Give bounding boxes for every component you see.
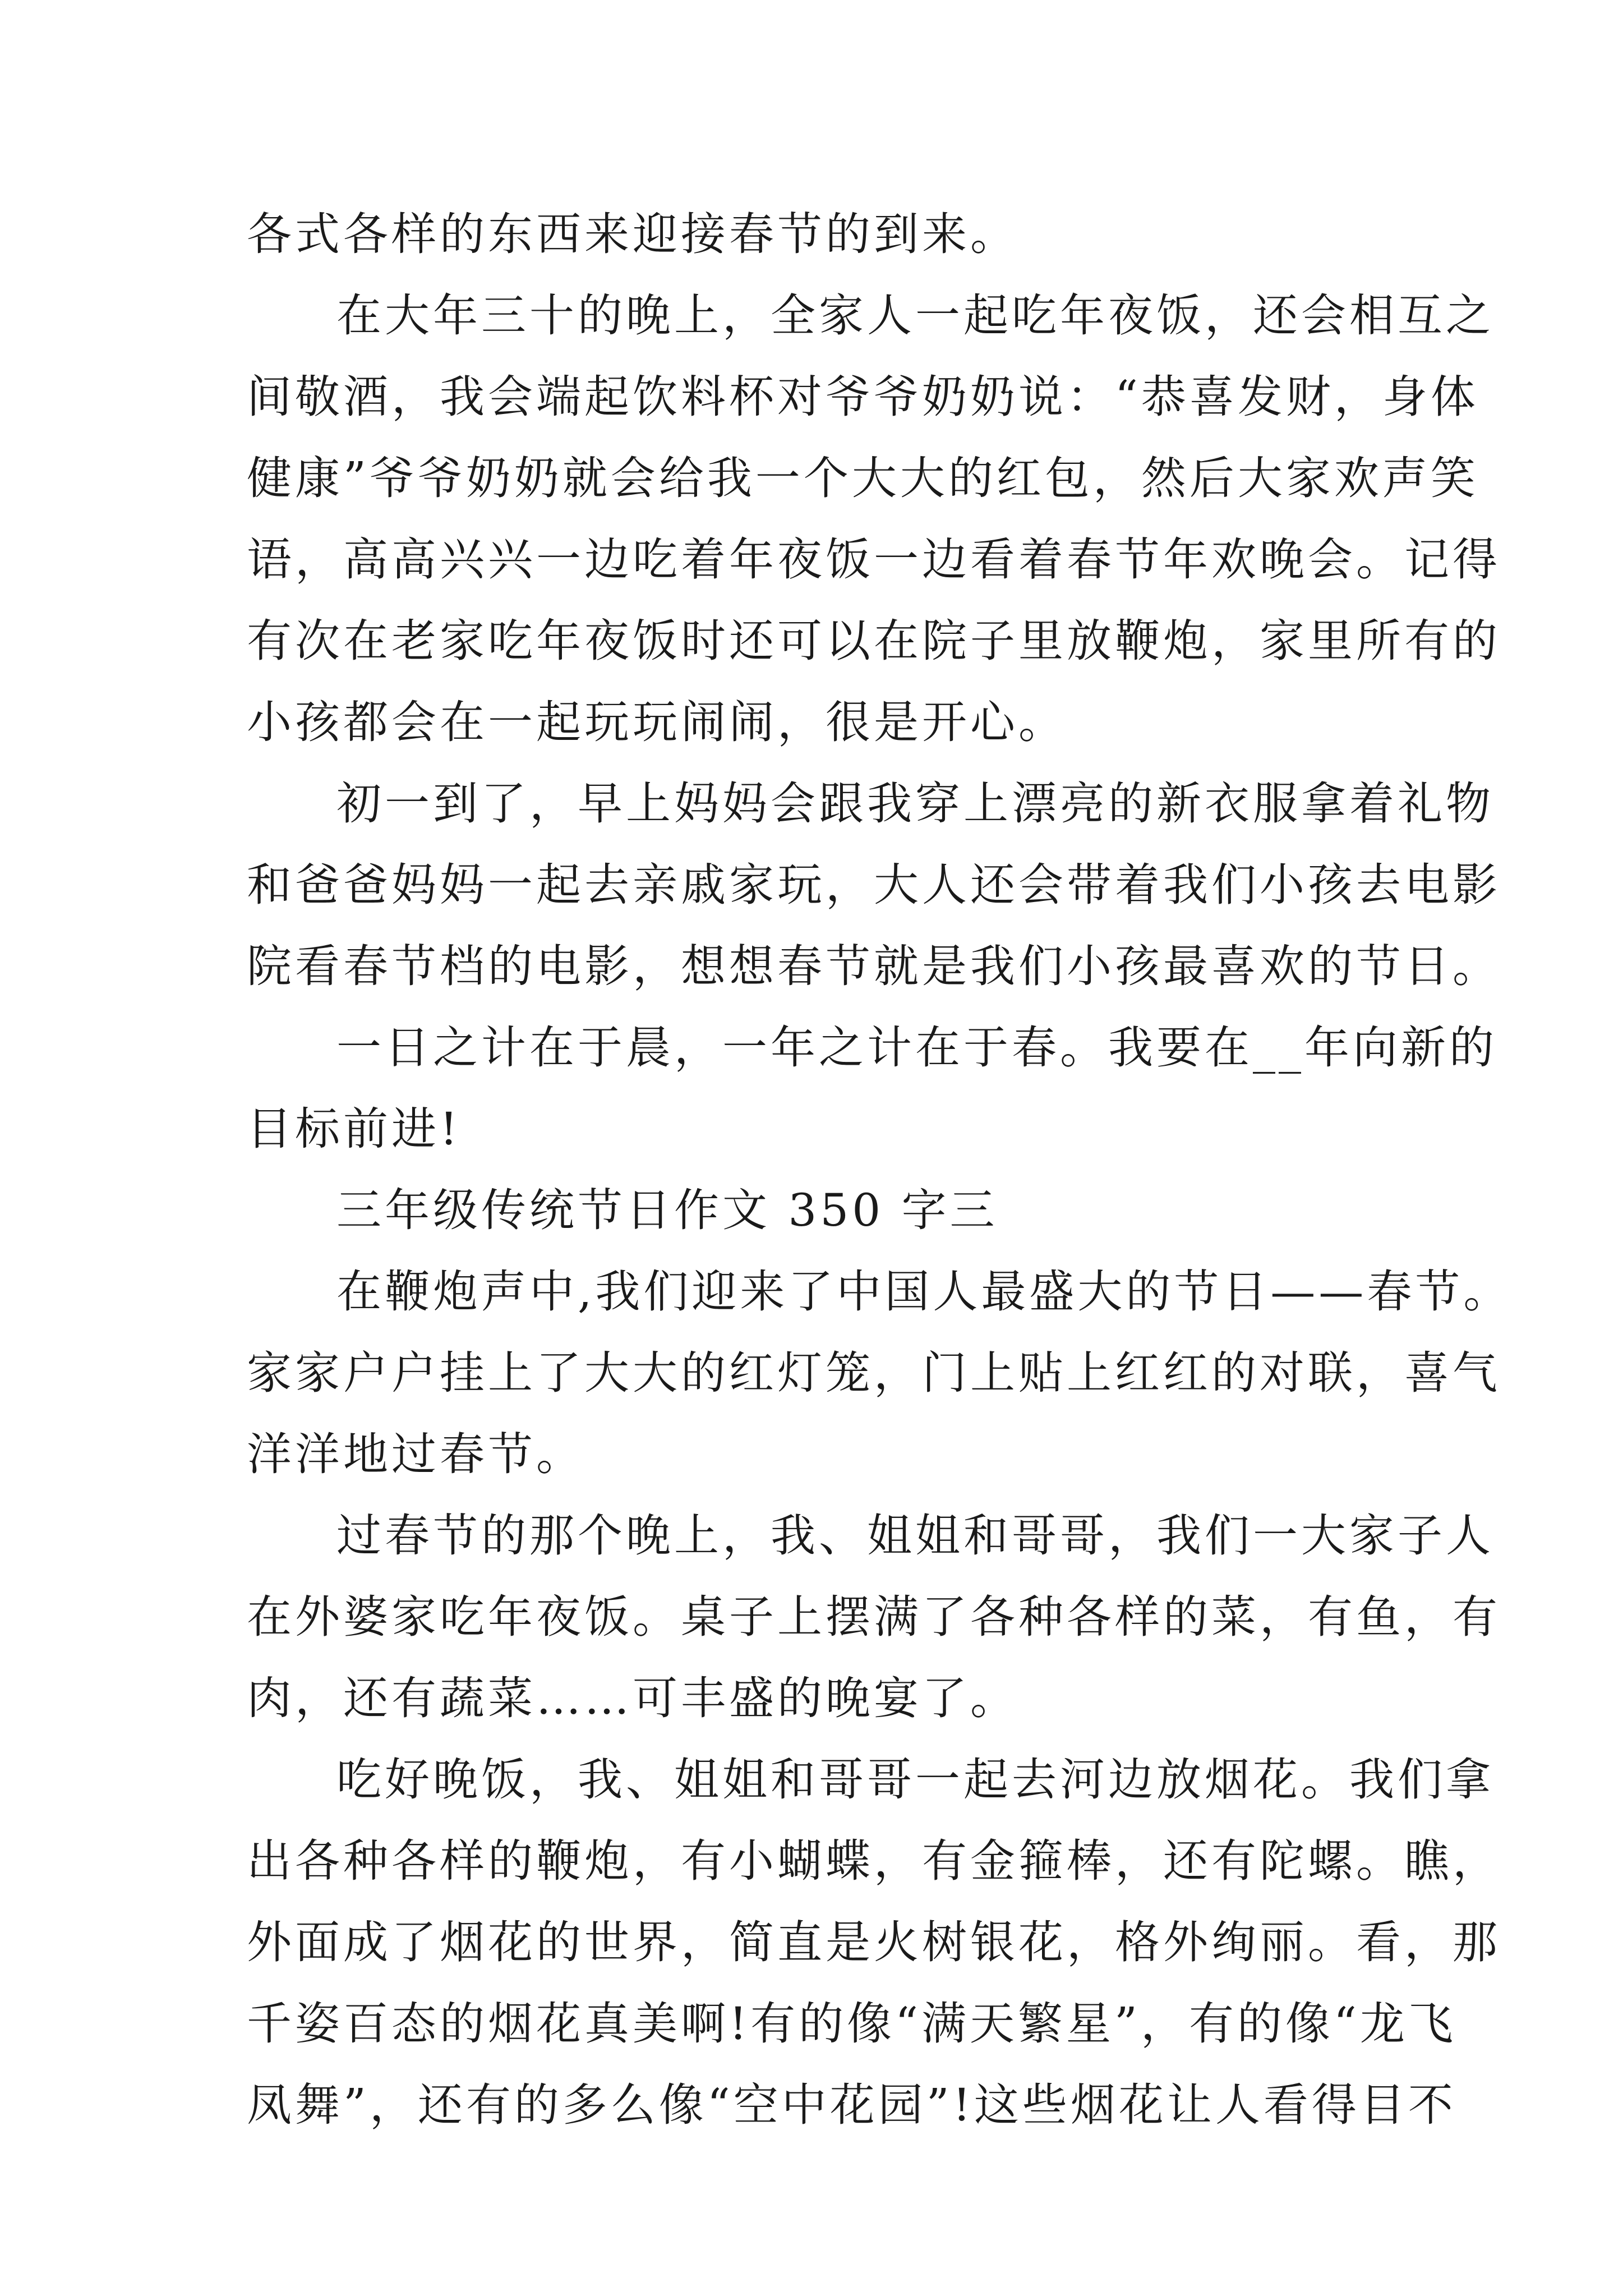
text-line: 出各种各样的鞭炮，有小蝴蝶，有金箍棒，还有陀螺。瞧，	[247, 1835, 1501, 1887]
text-line: 各式各样的东西来迎接春节的到来。	[247, 208, 1018, 260]
text-line: 在鞭炮声中,我们迎来了中国人最盛大的节日——春节。	[336, 1266, 1512, 1318]
text-line: 洋洋地过春节。	[247, 1428, 584, 1480]
text-line: 院看春节档的电影，想想春节就是我们小孩最喜欢的节日。	[247, 940, 1501, 992]
essay-body	[247, 194, 1512, 2146]
text-line: 家家户户挂上了大大的红灯笼，门上贴上红红的对联，喜气	[247, 1347, 1501, 1399]
text-line: 一日之计在于晨，一年之计在于春。我要在__年向新的	[336, 1022, 1497, 1074]
text-line: 有次在老家吃年夜饭时还可以在院子里放鞭炮，家里所有的	[247, 615, 1501, 667]
text-line: 千姿百态的烟花真美啊!有的像“满天繁星”，有的像“龙飞	[247, 1998, 1456, 2050]
text-line: 和爸爸妈妈一起去亲戚家玩，大人还会带着我们小孩去电影	[247, 859, 1501, 911]
text-line: 健康”爷爷奶奶就会给我一个大大的红包，然后大家欢声笑	[247, 452, 1479, 504]
text-line: 间敬酒，我会端起饮料杯对爷爷奶奶说：“恭喜发财，身体	[247, 371, 1479, 423]
text-line: 目标前进!	[247, 1103, 462, 1155]
text-line: 吃好晚饭，我、姐姐和哥哥一起去河边放烟花。我们拿	[336, 1754, 1494, 1806]
text-line: 在外婆家吃年夜饭。桌子上摆满了各种各样的菜，有鱼，有	[247, 1591, 1501, 1643]
text-line: 凤舞”，还有的多么像“空中花园”!这些烟花让人看得目不	[247, 2079, 1456, 2131]
text-line: 语，高高兴兴一边吃着年夜饭一边看着春节年欢晚会。记得	[247, 533, 1501, 586]
text-line: 小孩都会在一起玩玩闹闹，很是开心。	[247, 696, 1067, 748]
section-heading: 三年级传统节日作文 350 字三	[336, 1184, 998, 1236]
text-line: 肉，还有蔬菜……可丰盛的晚宴了。	[247, 1672, 1018, 1724]
text-line: 在大年三十的晚上，全家人一起吃年夜饭，还会相互之	[336, 289, 1494, 342]
text-line: 外面成了烟花的世界，简直是火树银花，格外绚丽。看，那	[247, 1916, 1501, 1968]
text-line: 初一到了，早上妈妈会跟我穿上漂亮的新衣服拿着礼物	[336, 777, 1494, 830]
text-line: 过春节的那个晚上，我、姐姐和哥哥，我们一大家子人	[336, 1510, 1494, 1562]
